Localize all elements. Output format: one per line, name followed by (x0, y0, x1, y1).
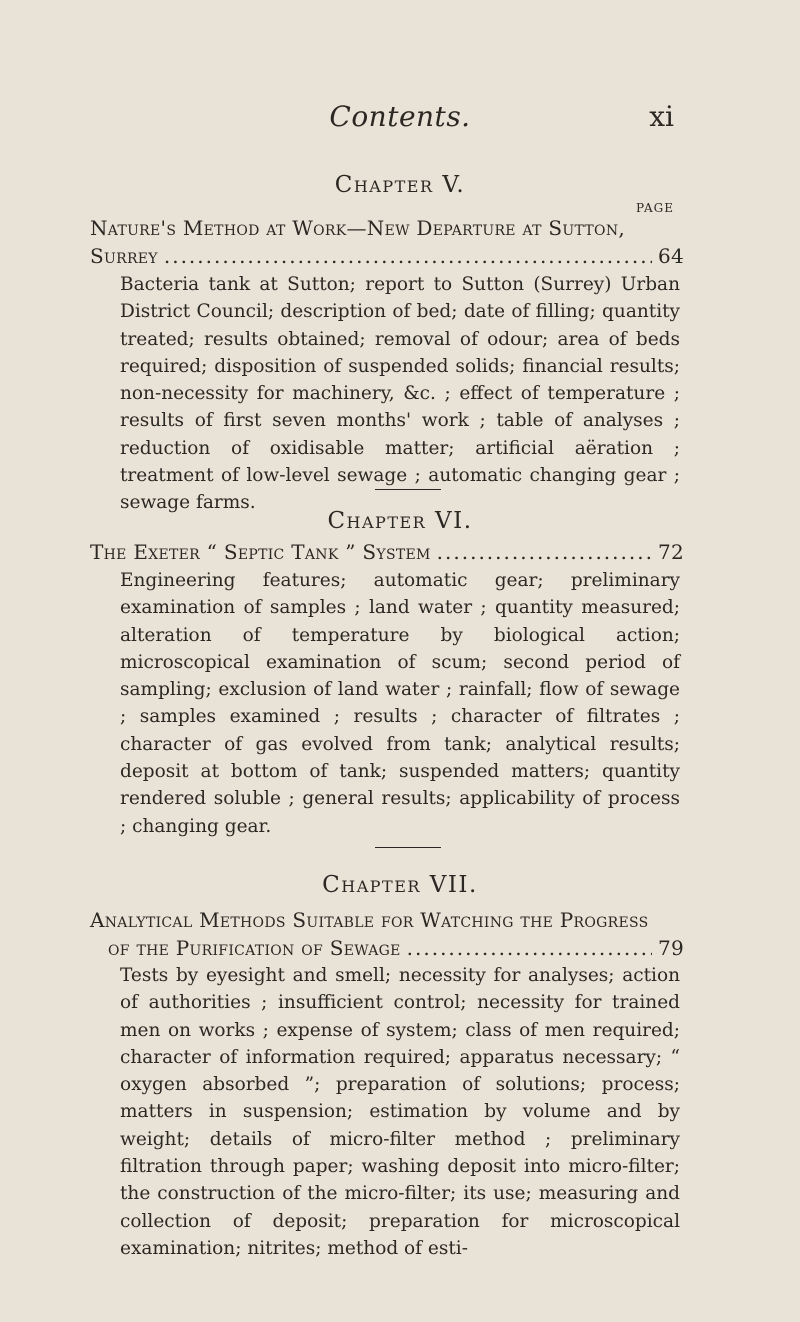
chapter-6-title-text: The Exeter “ Septic Tank ” System (90, 540, 431, 564)
chapter-6-title (90, 538, 684, 566)
chapter-5-heading: Chapter V. (334, 172, 466, 198)
section-divider (375, 847, 441, 848)
chapter-7-page-number: 79 (657, 936, 684, 960)
chapter-5-title-line-1: Nature's Method at Work—New Departure at Sutton, (90, 216, 626, 240)
chapter-5-title-line-2 (90, 242, 684, 270)
chapter-5-page-number: 64 (657, 244, 684, 268)
chapter-7-summary: Tests by eyesight and smell; necessity for analyses; action of authorities ; insufficient control; necessity for trained men on works ; expense of system; class of men required; character of information required; apparatus necessary; “ oxygen absorbed ”; preparation of solutions; process; matters in suspension; estimation by volume and by weight; details of micro-filter method ; preliminary filtration through paper; washing deposit into micro-filter; the construction of the micro-filter; its use; measuring and collection of deposit; preparation for microscopical examination; nitrites; method of esti- (120, 965, 680, 1259)
chapter-7-title-line-1: Analytical Methods Suitable for Watching the Progress (90, 908, 649, 932)
page-column-label: PAGE (636, 201, 674, 215)
chapter-7-title-text: of the Purification of Sewage (108, 936, 401, 960)
page-folio: xi (649, 100, 674, 133)
chapter-6-page-number: 72 (657, 540, 684, 564)
leader-dots (407, 934, 652, 962)
chapter-7-heading: Chapter VII. (322, 872, 478, 898)
leader-dots (164, 242, 652, 270)
chapter-6-summary: Engineering features; automatic gear; preliminary examination of samples ; land water ; quantity measured; alteration of temperature by biological action; microscopical examination of scum; second period of sampling; exclusion of land water ; rainfall; flow of sewage ; samples examined ; results ; character of filtrates ; character of gas evolved from tank; analytical results; deposit at bottom of tank; suspended matters; quantity rendered soluble ; general results; applicability of process ; changing gear. (120, 570, 680, 837)
section-divider (375, 489, 441, 490)
chapter-6-title-line-1 (90, 538, 684, 566)
running-title: Contents. (329, 100, 471, 133)
chapter-5-title-text: Surrey (90, 244, 158, 268)
chapter-5-title (90, 214, 684, 270)
running-head (0, 100, 800, 140)
chapter-7-title (90, 906, 684, 962)
chapter-5-summary: Bacteria tank at Sutton; report to Sutton (Surrey) Urban District Council; description of bed; date of filling; quantity treated; results obtained; removal of odour; area of beds required; disposition of suspended solids; financial results; non-necessity for machinery, &c. ; effect of temperature ; results of first seven months' work ; table of analyses ; reduction of oxidisable matter; artificial aëration ; treatment of low-level sewage ; automatic changing gear ; sewage farms. (120, 274, 680, 514)
leader-dots (437, 538, 652, 566)
chapter-6-heading: Chapter VI. (327, 508, 473, 534)
chapter-7-title-line-2 (90, 934, 684, 962)
